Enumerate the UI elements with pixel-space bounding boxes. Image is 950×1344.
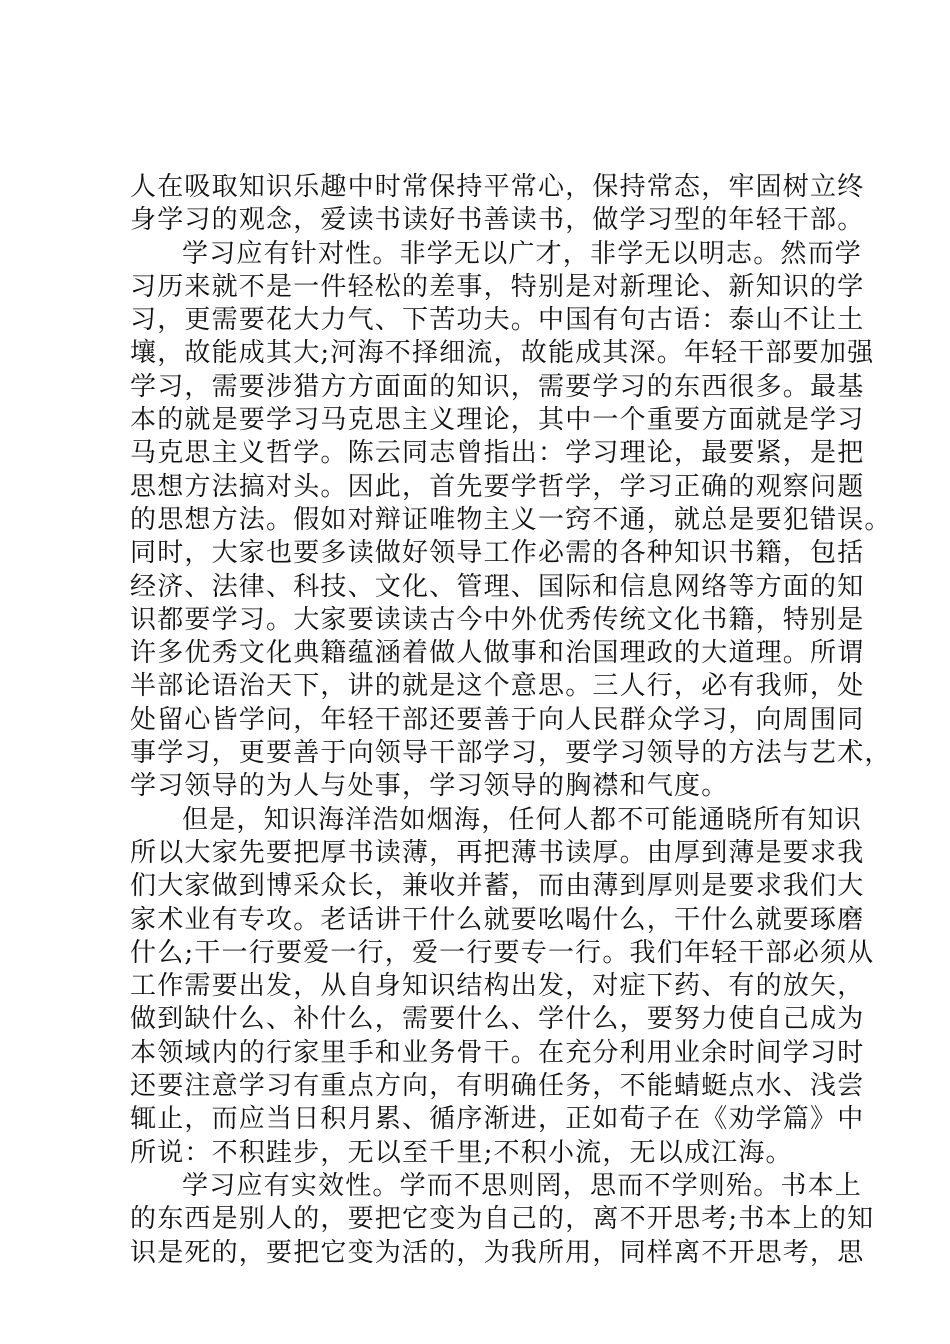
text-line: 学习应有针对性。非学无以广才，非学无以明志。然而学 (182, 238, 863, 269)
text-line: 本领域内的行家里手和业务骨干。在充分利用业余时间学习时 (130, 1037, 865, 1068)
text-line: 还要注意学习有重点方向，有明确任务，不能蜻蜓点水、浅尝 (130, 1071, 865, 1102)
text-line: 学习领导的为人与处事，学习领导的胸襟和气度。 (130, 771, 729, 802)
text-line: 所说：不积跬步，无以至千里;不积小流，无以成江海。 (130, 1137, 793, 1168)
text-line: 什么;干一行要爱一行，爱一行要专一行。我们年轻干部必须从 (130, 937, 875, 968)
text-line: 所以大家先要把厚书读薄，再把薄书读厚。由厚到薄是要求我 (130, 837, 865, 868)
text-line: 同时，大家也要多读做好领导工作必需的各种知识书籍，包括 (130, 538, 865, 569)
text-line: 们大家做到博采众长，兼收并蓄，而由薄到厚则是要求我们大 (130, 871, 865, 902)
text-line: 识是死的，要把它变为活的，为我所用，同样离不开思考，思 (130, 1237, 865, 1268)
text-line: 处留心皆学问，年轻干部还要善于向人民群众学习，向周围同 (130, 704, 865, 735)
text-line: 习历来就不是一件轻松的差事，特别是对新理论、新知识的学 (130, 271, 865, 302)
text-line: 家术业有专攻。老话讲干什么就要吆喝什么，干什么就要琢磨 (130, 904, 865, 935)
text-line: 壤，故能成其大;河海不择细流，故能成其深。年轻干部要加强 (130, 338, 875, 369)
text-line: 但是，知识海洋浩如烟海，任何人都不可能通晓所有知识 (182, 804, 863, 835)
text-line: 思想方法搞对头。因此，首先要学哲学，学习正确的观察问题 (130, 471, 865, 502)
text-line: 辄止，而应当日积月累、循序渐进，正如荀子在《劝学篇》中 (130, 1104, 865, 1135)
text-line: 做到缺什么、补什么，需要什么、学什么，要努力使自己成为 (130, 1004, 865, 1035)
text-line: 事学习，更要善于向领导干部学习，要学习领导的方法与艺术， (130, 738, 892, 769)
text-line: 许多优秀文化典籍蕴涵着做人做事和治国理政的大道理。所谓 (130, 638, 865, 669)
text-line: 身学习的观念，爱读书读好书善读书，做学习型的年轻干部。 (130, 205, 865, 236)
text-line: 习，更需要花大力气、下苦功夫。中国有句古语：泰山不让土 (130, 305, 865, 336)
text-line: 经济、法律、科技、文化、管理、国际和信息网络等方面的知 (130, 571, 865, 602)
text-line: 的东西是别人的，要把它变为自己的，离不开思考;书本上的知 (130, 1204, 875, 1235)
text-line: 人在吸取知识乐趣中时常保持平常心，保持常态，牢固树立终 (130, 172, 865, 202)
text-line: 工作需要出发，从自身知识结构出发，对症下药、有的放矢， (130, 971, 865, 1002)
text-line: 学习，需要涉猎方方面面的知识，需要学习的东西很多。最基 (130, 371, 865, 402)
body-text (130, 171, 892, 1270)
text-line: 识都要学习。大家要读读古今中外优秀传统文化书籍，特别是 (130, 604, 865, 635)
text-line: 马克思主义哲学。陈云同志曾指出：学习理论，最要紧，是把 (130, 438, 865, 469)
text-line: 学习应有实效性。学而不思则罔，思而不学则殆。书本上 (182, 1170, 863, 1201)
text-line: 本的就是要学习马克思主义理论，其中一个重要方面就是学习 (130, 405, 865, 436)
text-line: 半部论语治天下，讲的就是这个意思。三人行，必有我师，处 (130, 671, 865, 702)
text-line: 的思想方法。假如对辩证唯物主义一窍不通，就总是要犯错误。 (130, 504, 892, 535)
